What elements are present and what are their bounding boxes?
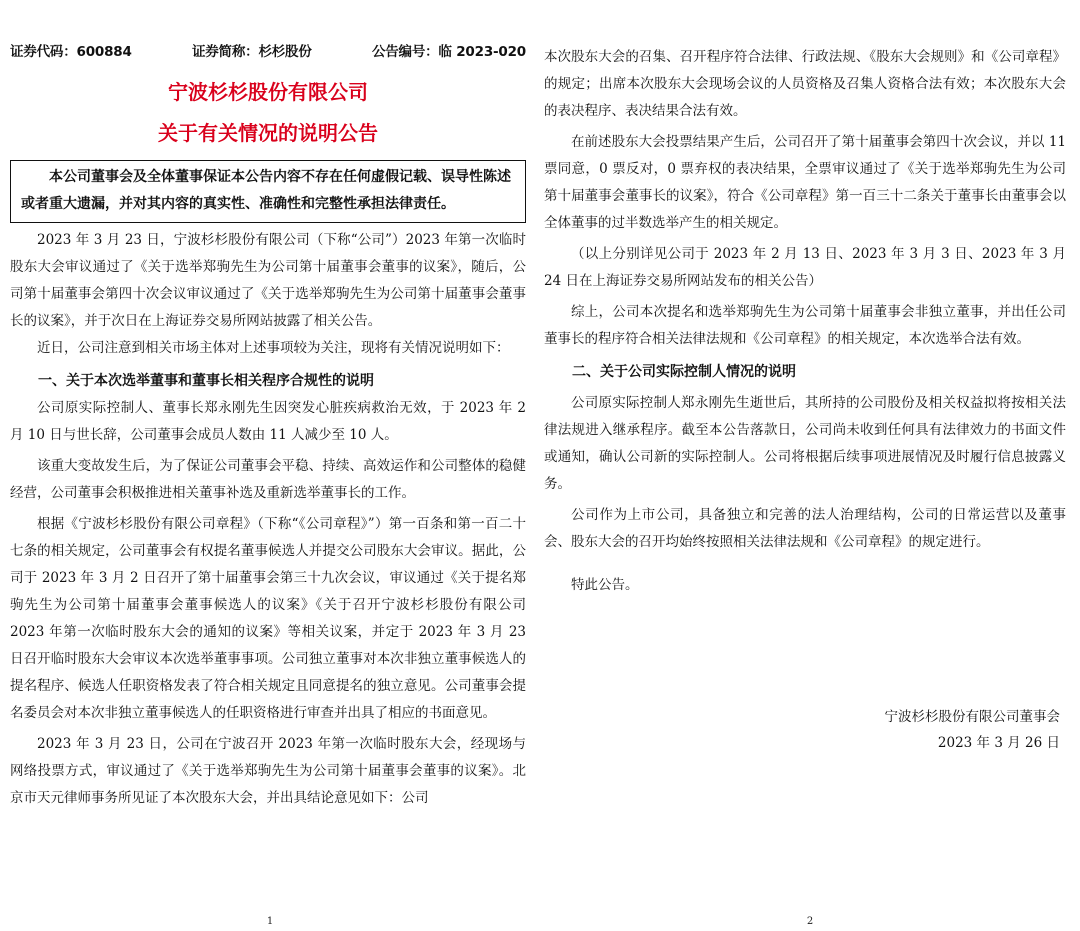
body-paragraph: 综上，公司本次提名和选举郑驹先生为公司第十届董事会非独立董事，并出任公司董事长的程序符合相关法律法规和《公司章程》的相关规定，本次选举合法有效。: [544, 304, 1066, 347]
intro-paragraph: 近日，公司注意到相关市场主体对上述事项较为关注，现将有关情况说明如下：: [37, 340, 510, 356]
section-2-paragraph: 公司作为上市公司，具备独立和完善的法人治理结构，公司的日常运营以及董事会、股东大会的召开均始终按照相关法律法规和《公司章程》的规定进行。: [544, 507, 1066, 550]
stock-short-name: 证券简称：杉杉股份: [191, 44, 312, 60]
notice-number: 公告编号：临 2023-020: [371, 44, 526, 60]
signoff-date: 2023 年 3 月 26 日: [937, 735, 1060, 751]
section-1-paragraph: 公司原实际控制人、董事长郑永刚先生因突发心脏疾病救治无效，于 2023 年 2 月 10 日与世长辞，公司董事会成员人数由 11 人减少至 10 人。: [10, 400, 526, 443]
intro-paragraph: 2023 年 3 月 23 日，宁波杉杉股份有限公司（下称“公司”）2023 年第一次临时股东大会审议通过了《关于选举郑驹先生为公司第十届董事会董事的议案》，随后，公司第十届董事会第四十次会议审议通过了《关于选举郑驹先生为公司第十届董事会董事长的议案》，并于次日在上海证券交易所网站披露了相关公告。: [10, 232, 526, 329]
body-paragraph: 在前述股东大会投票结果产生后，公司召开了第十届董事会第四十次会议，并以 11 票同意，0 票反对，0 票弃权的表决结果，全票审议通过了《关于选举郑驹先生为公司第十届董事会董事长的议案》，符合《公司章程》第一百三十二条关于董事长由董事会以全体董事的过半数选举产生的相关规定。: [544, 134, 1066, 231]
page-number: 2: [806, 916, 814, 927]
closing-statement: 特此公告。: [571, 577, 639, 593]
body-paragraph: （以上分别详见公司于 2023 年 2 月 13 日、2023 年 3 月 3 日、2023 年 3 月 24 日在上海证券交易所网站发布的相关公告）: [544, 246, 1066, 289]
announcement-header: [10, 40, 526, 60]
continuation-paragraph: 本次股东大会的召集、召开程序符合法律、行政法规、《股东大会规则》和《公司章程》的规定；出席本次股东大会现场会议的人员资格及召集人资格合法有效；本次股东大会的表决程序、表决结果合法有效。: [544, 49, 1066, 119]
document-page-2: [540, 0, 1080, 931]
document-title: 关于有关情况的说明公告: [158, 121, 378, 145]
section-1-paragraph: 该重大变故发生后，为了保证公司董事会平稳、持续、高效运作和公司整体的稳健经营，公司董事会积极推进相关董事补选及重新选举董事长的工作。: [10, 458, 526, 501]
board-guarantee-notice: 本公司董事会及全体董事保证本公告内容不存在任何虚假记载、误导性陈述或者重大遗漏，并对其内容的真实性、准确性和完整性承担法律责任。: [10, 160, 526, 223]
section-1-heading: 一、关于本次选举董事和董事长相关程序合规性的说明: [38, 373, 374, 389]
page-number: 1: [266, 916, 274, 927]
section-1-paragraph: 根据《宁波杉杉股份有限公司章程》（下称“《公司章程》”）第一百条和第一百二十七条的相关规定，公司董事会有权提名董事候选人并提交公司股东大会审议。据此，公司于 2023 年 3 月 2 日召开了第十届董事会第三十九次会议，审议通过《关于提名郑驹先生为公司第十届董事会董事候选人的议案》《关于召开宁波杉杉股份有限公司 2023 年第一次临时股东大会的通知的议案》等相关议案，并定于 2023 年 3 月 23 日召开临时股东大会审议本次选举董事事项。公司独立董事对本次非独立董事候选人的提名程序、候选人任职资格发表了符合相关规定且同意提名的独立意见。公司董事会提名委员会对本次非独立董事候选人的任职资格进行审查并出具了相应的书面意见。: [10, 516, 526, 721]
signoff-block: [885, 704, 1061, 756]
company-title: 宁波杉杉股份有限公司: [168, 80, 368, 104]
section-1-paragraph: 2023 年 3 月 23 日，公司在宁波召开 2023 年第一次临时股东大会，经现场与网络投票方式，审议通过了《关于选举郑驹先生为公司第十届董事会董事的议案》。北京市天元律师事务所见证了本次股东大会，并出具结论意见如下：公司: [10, 736, 526, 806]
section-2-paragraph: 公司原实际控制人郑永刚先生逝世后，其所持的公司股份及相关权益拟将按相关法律法规进入继承程序。截至本公告落款日，公司尚未收到任何具有法律效力的书面文件或通知，确认公司新的实际控制人。公司将根据后续事项进展情况及时履行信息披露义务。: [544, 395, 1066, 492]
section-2-heading: 二、关于公司实际控制人情况的说明: [572, 364, 796, 380]
stock-code: 证券代码：600884: [10, 44, 132, 60]
signoff-organization: 宁波杉杉股份有限公司董事会: [884, 709, 1060, 725]
